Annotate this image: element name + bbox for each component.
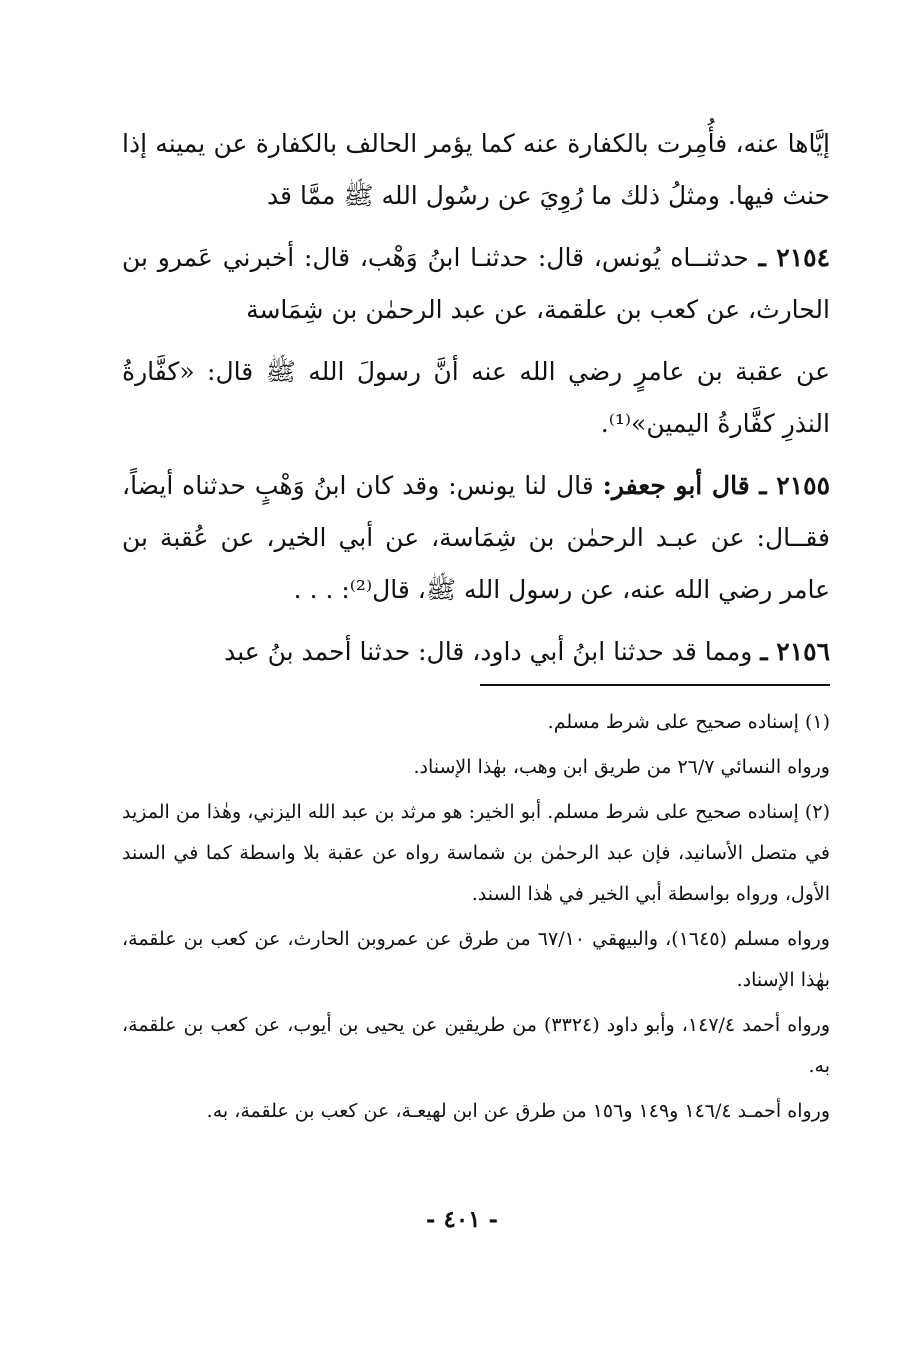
hadith-2154-continuation: عن عقبة بن عامرٍ رضي الله عنه أنَّ رسولَ الله ﷺ قال: «كفَّارةُ النذرِ كفَّارةُ اليمين»⁽¹⁾. bbox=[122, 357, 830, 438]
hadith-text: قال لنا يونس: وقد كان ابنُ وَهْبٍ حدثناه أيضاً، فقــال: عن عبـد الرحمٰن بن شِمَاسة، عن أبي الخير، عن عُقبة بن عامر رضي الله عنه، عن رسول الله ﷺ، قال⁽²⁾: . . . bbox=[122, 471, 830, 604]
main-text bbox=[122, 118, 830, 688]
hadith-number: ٢١٥٦ ـ bbox=[760, 637, 830, 666]
footnote-2-note: ورواه مسلم (١٦٤٥)، والبيهقي ٦٧/١٠ من طرق عن عمروبن الحارث، عن كعب بن علقمة، بهٰذا الإسناد. bbox=[122, 928, 830, 991]
hadith-2155 bbox=[122, 460, 830, 616]
hadith-number: ٢١٥٤ ـ bbox=[758, 243, 830, 272]
page-number: - ٤٠١ - bbox=[425, 1206, 499, 1233]
footnotes bbox=[122, 702, 830, 1136]
footnote-2: (٢) إسناده صحيح على شرط مسلم. أبو الخير: هو مرثد بن عبد الله اليزني، وهٰذا من المزيد في متصل الأسانيد، فإن عبد الرحمٰن بن شماسة رواه عن عقبة بلا واسطة كما في السند الأول، ورواه بواسطة أبي الخير في هٰذا السند. bbox=[122, 801, 830, 905]
hadith-number: ٢١٥٥ ـ قال أبو جعفر: bbox=[602, 471, 831, 500]
paragraph-intro: إيَّاها عنه، فأُمِرت بالكفارة عنه كما يؤمر الحالف بالكفارة عن يمينه إذا حنث فيها. ومثلُ ذلك ما رُوِيَ عن رسُول الله ﷺ ممَّا قد bbox=[122, 129, 830, 210]
hadith-text: ومما قد حدثنا ابنُ أبي داود، قال: حدثنا أحمد بنُ عبد bbox=[224, 637, 753, 666]
hadith-2154 bbox=[122, 232, 830, 336]
footnote-1-note: ورواه النسائي ٢٦/٧ من طريق ابن وهب، بهٰذا الإسناد. bbox=[413, 756, 830, 778]
footnote-2-note: ورواه أحمد ١٤٧/٤، وأبو داود (٣٣٢٤) من طريقين عن يحيى بن أيوب، عن كعب بن علقمة، به. bbox=[122, 1014, 831, 1077]
footnote-2-note: ورواه أحمـد ١٤٦/٤ و١٤٩ و١٥٦ من طرق عن ابن لهيعـة، عن كعب بن علقمة، به. bbox=[206, 1100, 830, 1122]
footnote-separator bbox=[480, 684, 830, 686]
hadith-text: حدثنــاه يُونس، قال: حدثنـا ابنُ وَهْب، قال: أخبرني عَمرو بن الحارث، عن كعب بن علقمة، عن عبد الرحمٰن بن شِمَاسة bbox=[122, 243, 830, 324]
footnote-1: (١) إسناده صحيح على شرط مسلم. bbox=[547, 711, 830, 733]
hadith-2156 bbox=[122, 626, 830, 678]
